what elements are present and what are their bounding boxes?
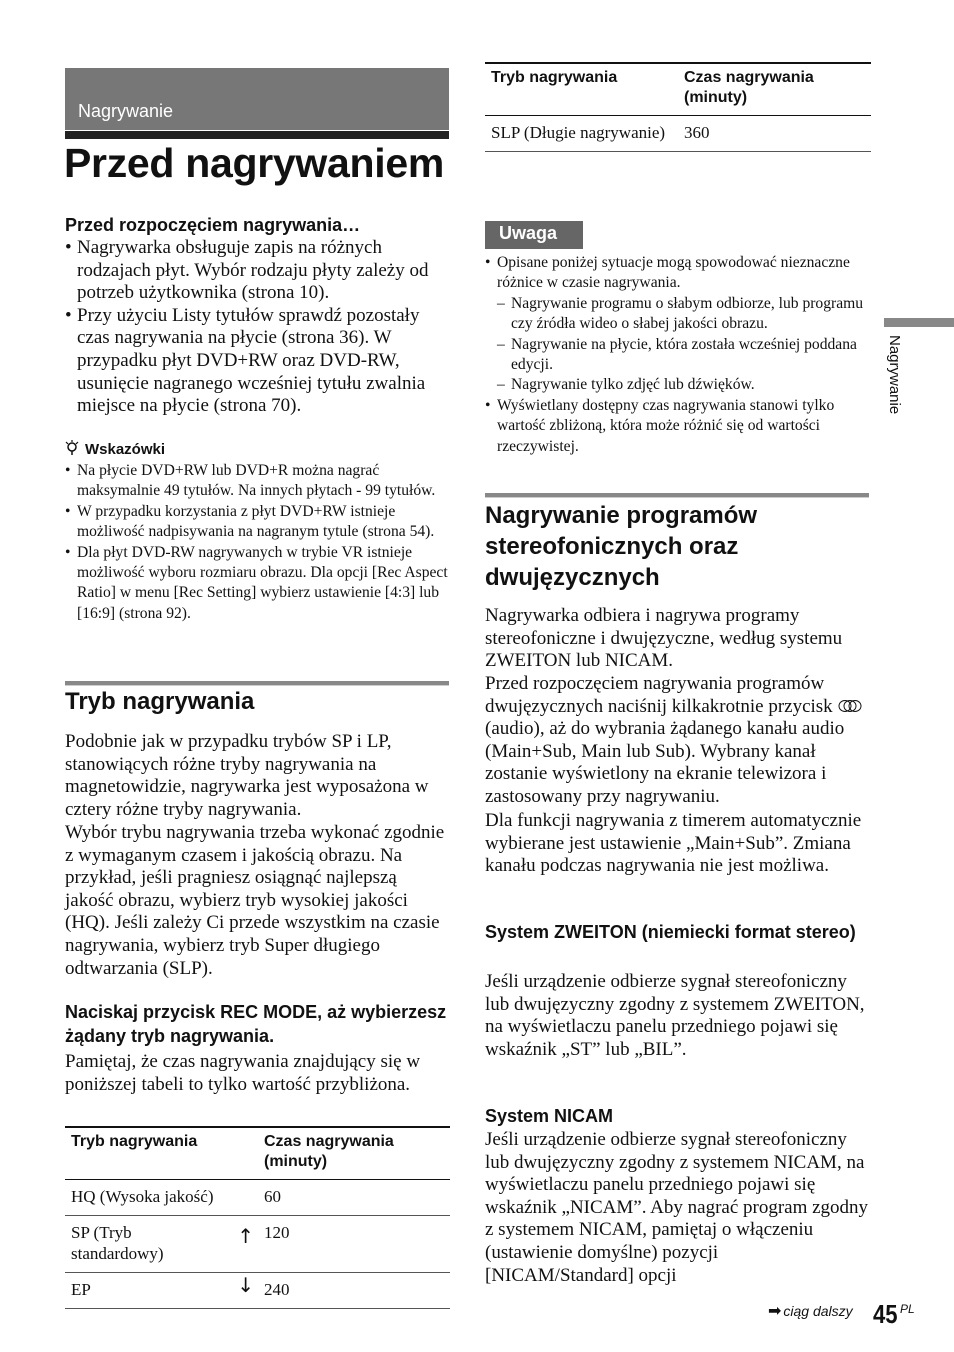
list-item: • Nagrywarka obsługuje zapis na różnych rodzajach płyt. Wybór rodzaju płyty zależy od potrzeb użytkownika (strona 10).: [65, 237, 449, 305]
table-row: [65, 1273, 450, 1309]
stereo-heading: [485, 500, 869, 593]
table-cell-mode: SLP (Długie nagrywanie): [491, 123, 666, 142]
table-row: [485, 116, 871, 152]
list-item: • W przypadku korzystania z płyt DVD+RW istnieje możliwość nadpisywania na nagranym tytule (strona 54).: [65, 502, 449, 543]
list-item: – Nagrywanie programu o słabym odbiorze, lub programu czy źródła wideo o słabej jakości obrazu.: [497, 294, 869, 335]
table-row: [65, 1216, 450, 1273]
stereo-paragraph-2a: Przed rozpoczęciem nagrywania programów dwujęzycznych naciśnij kilkakrotnie przycisk: [485, 673, 833, 717]
arrow-up-icon: ↑: [237, 1224, 254, 1248]
column-header-mode: Tryb nagrywania: [71, 1133, 198, 1150]
table-row: [65, 1180, 450, 1216]
table-cell-time: 120: [264, 1223, 290, 1242]
continued-note: [768, 1301, 853, 1320]
section-banner-label: Nagrywanie: [78, 101, 174, 121]
stereo-heading-line: Nagrywanie programów: [485, 502, 758, 529]
stereo-heading-line: dwujęzycznych: [485, 564, 660, 591]
page-title: Przed nagrywaniem: [64, 140, 444, 186]
table-header-row: [65, 1127, 450, 1180]
audio-icon: [837, 697, 863, 711]
tips-list: [65, 461, 449, 624]
section-banner: [65, 68, 449, 130]
note-intro: Opisane poniżej sytuacje mogą spowodować nieznaczne różnice w czasie nagrywania.: [497, 254, 850, 292]
table-cell-mode: HQ (Wysoka jakość): [71, 1187, 214, 1206]
mode-paragraph-2: Wybór trybu nagrywania trzeba wykonać zgodnie z wymaganym czasem i jakością obrazu. Na przykład, jeśli pragniesz osiągnąć najlepszą jakość obrazu, wybierz tryb wysokiej jakości (HQ). Jeśli zależy Ci przede wszystkim na czasie nagrywania, wybierz tryb Super długiego odtwarzania (SLP).: [65, 822, 445, 979]
stereo-paragraph-1: Nagrywarka odbiera i nagrywa programy stereofoniczne i dwujęzyczne, według systemu ZWEITON lub NICAM.: [485, 605, 843, 672]
list-item: – Nagrywanie tylko zdjęć lub dźwięków.: [497, 375, 869, 395]
list-item: • Na płycie DVD+RW lub DVD+R można nagrać maksymalnie 49 tytułów. Na innych płytach - 99 tytułów.: [65, 461, 449, 502]
recording-mode-table-continued: [485, 62, 871, 152]
note-list: [485, 253, 869, 457]
mode-paragraph-1: Podobnie jak w przypadku trybów SP i LP, stanowiących różne tryby nagrywania na magnetowidzie, nagrywarka jest wyposażona w cztery różne tryby nagrywania.: [65, 731, 429, 820]
tips-heading: Wskazówki: [85, 441, 166, 458]
mode-label: SP (Tryb standardowy): [71, 1223, 164, 1263]
note-badge: [485, 221, 583, 249]
banner-rule: [65, 131, 449, 139]
page-language-suffix: PL: [900, 1302, 915, 1316]
step-heading: Naciskaj przycisk REC MODE, aż wybierzesz żądany tryb nagrywania.: [65, 1002, 447, 1046]
page-number: 45: [873, 1299, 898, 1329]
stereo-paragraph-2: [485, 673, 869, 809]
list-item: • Wyświetlany dostępny czas nagrywania stanowi tylko wartość zbliżoną, która może różnić się od wartości rzeczywistej.: [485, 396, 869, 457]
section-rule: [485, 493, 869, 497]
side-tab-label-wrapper: [880, 335, 910, 445]
list-item: – Nagrywanie na płycie, która została wcześniej poddana edycji.: [497, 335, 869, 376]
before-recording-heading: Przed rozpoczęciem nagrywania…: [65, 215, 361, 235]
column-header-mode: Tryb nagrywania: [491, 69, 618, 86]
stereo-heading-line: stereofonicznych oraz: [485, 533, 739, 560]
recording-mode-table: [65, 1126, 450, 1309]
table-cell-time: 240: [264, 1280, 290, 1299]
table-header-row: [485, 63, 871, 116]
zweiton-text: Jeśli urządzenie odbierze sygnał stereofoniczny lub dwujęzyczny zgodny z systemem ZWEITON, na wyświetlaczu panelu przedniego pojawi się wskaźnik „ST” lub „BIL”.: [485, 971, 865, 1060]
mode-label: EP: [71, 1280, 91, 1299]
tips-heading-row: [65, 440, 165, 458]
stereo-paragraph-3: Dla funkcji nagrywania z timerem automatycznie wybierane jest ustawienie „Main+Sub”. Zmiana kanału podczas nagrywania nie jest możliwa.: [485, 810, 862, 877]
before-recording-list: [65, 237, 449, 418]
section-rule: [65, 681, 449, 685]
table-cell-time: 360: [684, 123, 710, 142]
list-item: [485, 253, 869, 396]
arrow-down-icon: ↓: [237, 1273, 254, 1297]
tip-icon: [65, 440, 79, 456]
table-cell-time: 60: [264, 1187, 281, 1206]
note-block: [485, 253, 869, 457]
nicam-heading: System NICAM: [485, 1106, 614, 1126]
side-tab-marker: [884, 318, 954, 327]
continued-label: ciąg dalszy: [783, 1302, 853, 1319]
stereo-paragraph-2b: (audio), aż do wybrania żądanego kanału audio (Main+Sub, Main lub Sub). Wybrany kanał zostanie wyświetlony na ekranie telewizora i zastosowany przy nagrywaniu.: [485, 718, 845, 807]
note-badge-label: Uwaga: [499, 223, 558, 243]
column-header-time: Czas nagrywania (minuty): [684, 69, 814, 106]
nicam-text: Jeśli urządzenie odbierze sygnał stereofoniczny lub dwujęzyczny zgodny z systemem NICAM, na wyświetlaczu panelu przedniego pojawi się wskaźnik „NICAM”. Aby nagrać program zgodny z systemem NICAM, pamiętaj o włączeniu (ustawienie domyślne) pozycji [NICAM/Standard] opcji: [485, 1129, 869, 1286]
side-tab-label: Nagrywanie: [886, 335, 903, 415]
note-sublist: [497, 294, 869, 396]
list-item: • Przy użyciu Listy tytułów sprawdź pozostały czas nagrywania na płycie (strona 36). W przypadku płyt DVD+RW oraz DVD-RW, usunięcie nagranego wcześniej tytułu zwalnia miejsce na płycie (strona 70).: [65, 305, 449, 418]
zweiton-heading: System ZWEITON (niemiecki format stereo): [485, 922, 856, 942]
column-header-time: Czas nagrywania (minuty): [264, 1133, 394, 1170]
list-item: • Dla płyt DVD-RW nagrywanych w trybie VR istnieje możliwość wyboru rozmiaru obrazu. Dla opcji [Rec Aspect Ratio] w menu [Rec Setting] wybierz ustawienie [4:3] lub [16:9] (strona 92).: [65, 543, 449, 625]
step-text: Pamiętaj, że czas nagrywania znajdujący się w poniższej tabeli to tylko wartość przybliżona.: [65, 1051, 421, 1095]
continue-arrow-icon: ➡: [768, 1301, 782, 1320]
mode-heading: Tryb nagrywania: [65, 688, 255, 715]
table-cell-mode: [65, 1216, 258, 1273]
table-cell-mode: [65, 1273, 258, 1309]
